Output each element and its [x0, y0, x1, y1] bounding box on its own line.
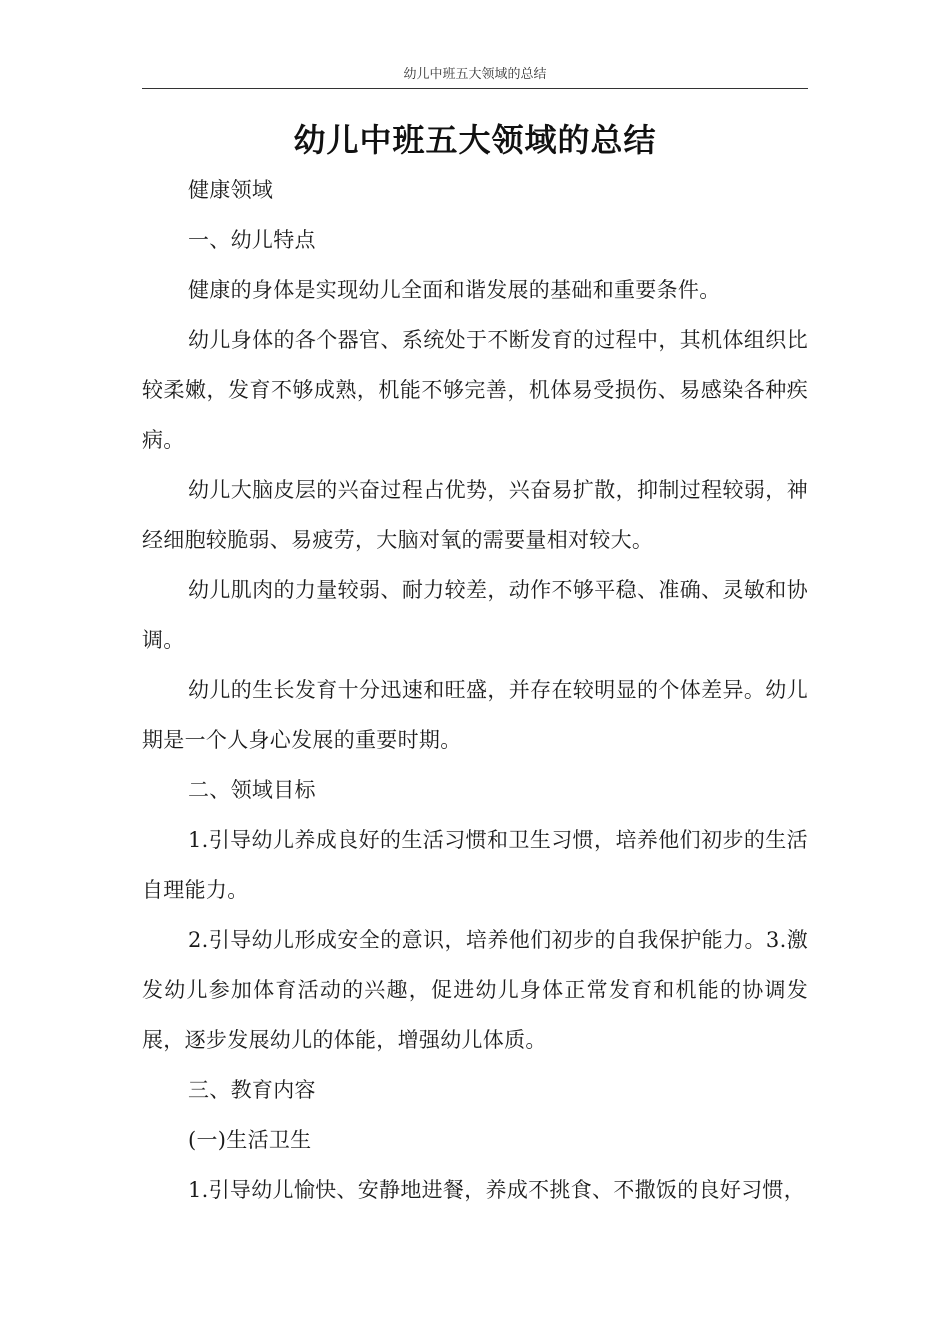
paragraph: 健康的身体是实现幼儿全面和谐发展的基础和重要条件。 — [188, 278, 721, 302]
paragraph: 幼儿肌肉的力量较弱、耐力较差，动作不够平稳、准确、灵敏和协调。 — [142, 578, 808, 652]
subheading-child-traits: 一、幼儿特点 — [188, 228, 316, 252]
running-header: 幼儿中班五大领域的总结 — [142, 62, 808, 89]
subheading-domain-goals: 二、领域目标 — [188, 778, 316, 802]
list-item: 1.引导幼儿愉快、安静地进餐，养成不挑食、不撒饭的良好习惯， — [188, 1178, 806, 1202]
subheading-life-hygiene: (一)生活卫生 — [188, 1128, 312, 1152]
subheading-education-content: 三、教育内容 — [188, 1078, 316, 1102]
list-item: 1.引导幼儿养成良好的生活习惯和卫生习惯，培养他们初步的生活自理能力。 — [142, 828, 808, 902]
paragraph: 幼儿的生长发育十分迅速和旺盛，并存在较明显的个体差异。幼儿期是一个人身心发展的重要时期。 — [142, 678, 808, 752]
paragraph: 幼儿大脑皮层的兴奋过程占优势，兴奋易扩散，抑制过程较弱，神经细胞较脆弱、易疲劳，大脑对氧的需要量相对较大。 — [142, 478, 808, 552]
document-body — [142, 165, 808, 1215]
document-title: 幼儿中班五大领域的总结 — [293, 121, 657, 159]
section-heading-health: 健康领域 — [188, 178, 274, 202]
list-item: 2.引导幼儿形成安全的意识，培养他们初步的自我保护能力。3.激发幼儿参加体育活动的兴趣，促进幼儿身体正常发育和机能的协调发展，逐步发展幼儿的体能，增强幼儿体质。 — [142, 928, 808, 1052]
paragraph: 幼儿身体的各个器官、系统处于不断发育的过程中，其机体组织比较柔嫩，发育不够成熟，机能不够完善，机体易受损伤、易感染各种疾病。 — [142, 328, 808, 452]
